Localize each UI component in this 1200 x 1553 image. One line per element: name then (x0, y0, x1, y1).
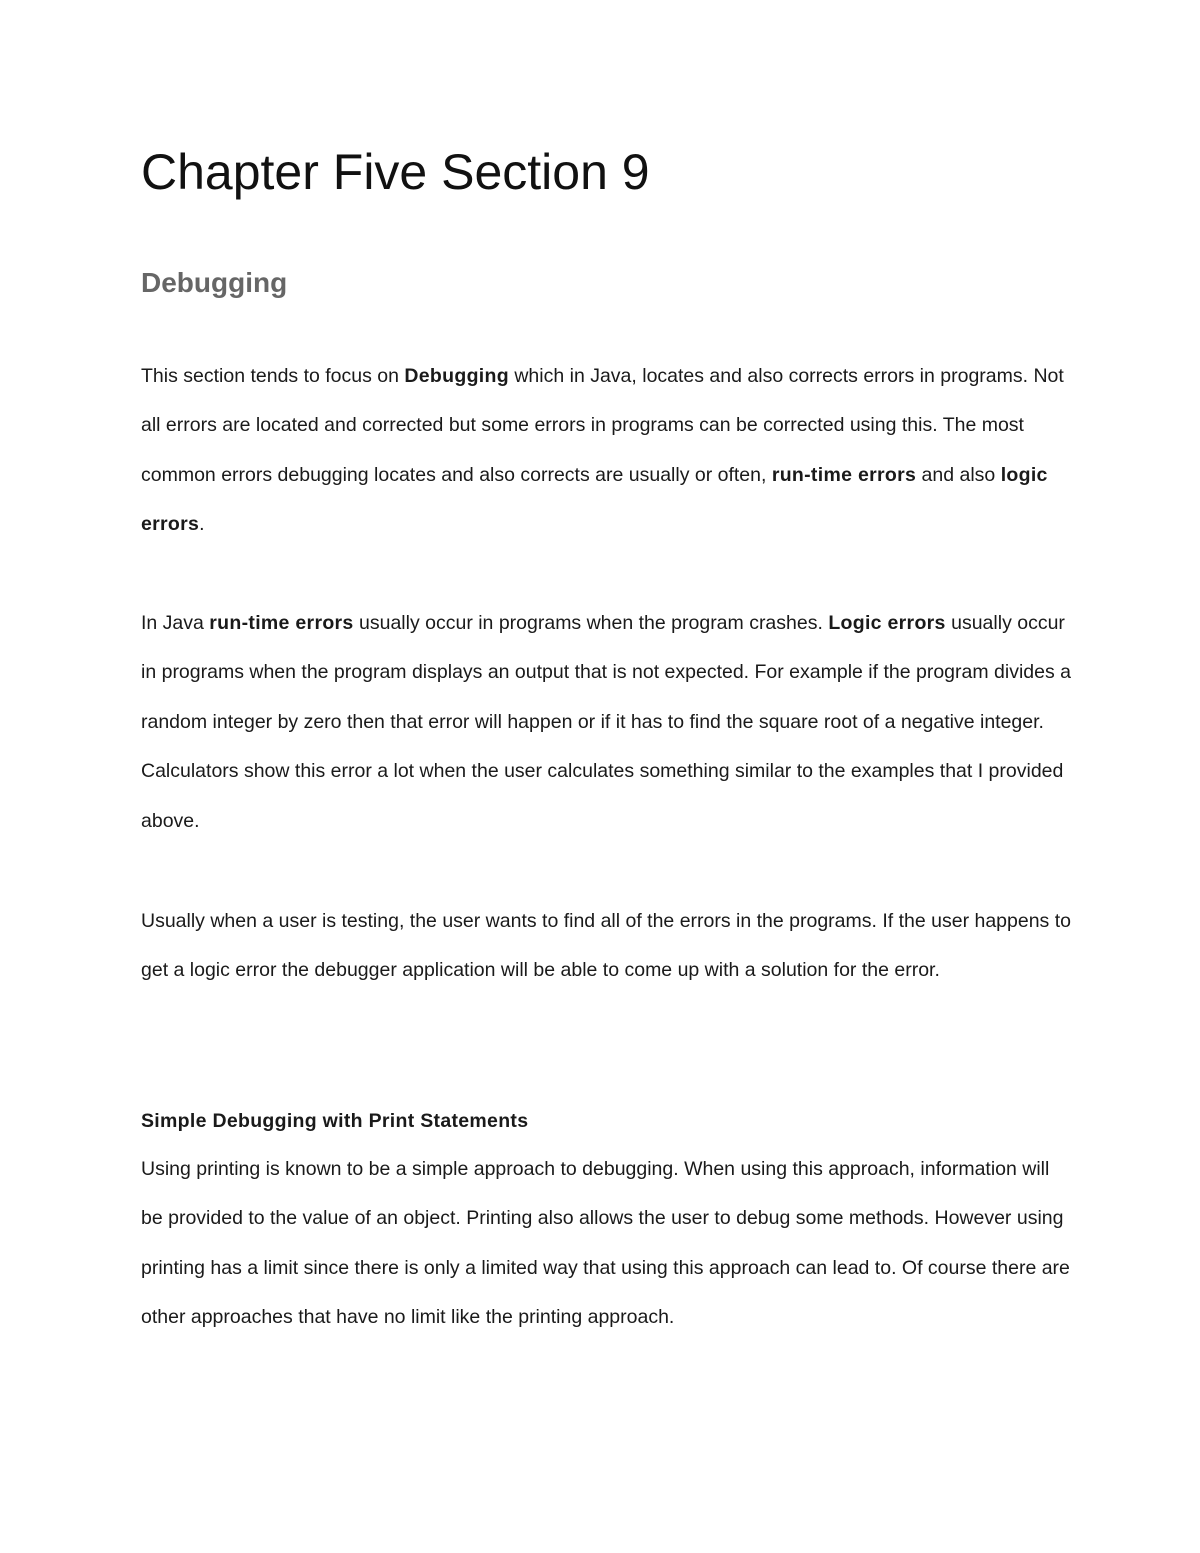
bold-term-logic-errors: logic errors (141, 463, 1048, 536)
paragraph-intro (141, 352, 1071, 550)
bold-term-run-time-errors: run-time errors (771, 463, 917, 486)
document-title: Chapter Five Section 9 (141, 144, 650, 200)
paragraph-text: This section tends to focus on (141, 365, 405, 387)
paragraph-text: usually occur in programs when the program displays an output that is not expected. For example if the program divides a random integer by zero then that error will happen or if it has to find the square root of a negative integer. Calculators show this error a lot when the user calculates something similar to the examples that I provided above. (141, 612, 1071, 832)
paragraph-text: In Java (141, 612, 210, 634)
paragraph-error-types (141, 599, 1071, 846)
paragraph-testing: Usually when a user is testing, the user wants to find all of the errors in the programs. If the user happens to get a logic error the debugger application will be able to come up with a solution for the error. (141, 910, 1071, 982)
bold-term-logic-errors: Logic errors (828, 612, 946, 634)
document-subtitle: Debugging (141, 267, 288, 298)
paragraph-text: which in Java, locates and also corrects errors in programs. Not all errors are located and corrected but some errors in programs can be corrected using this. The most common errors debugging locates and also corrects are usually or often, (141, 365, 1064, 486)
bold-term-run-time-errors: run-time errors (209, 612, 354, 634)
paragraph-text: and also (916, 463, 1001, 486)
paragraph-printing: Using printing is known to be a simple approach to debugging. When using this approach, information will be provided to the value of an object. Printing also allows the user to debug some methods. However using printing has a limit since there is only a limited way that using this approach can lead to. Of course there are other approaches that have no limit like the printing approach. (141, 1158, 1070, 1329)
bold-term-debugging: Debugging (404, 365, 509, 387)
paragraph-text: usually occur in programs when the program crashes. (353, 612, 829, 634)
paragraph-text: . (199, 513, 205, 536)
section-heading-print-statements: Simple Debugging with Print Statements (141, 1110, 529, 1132)
